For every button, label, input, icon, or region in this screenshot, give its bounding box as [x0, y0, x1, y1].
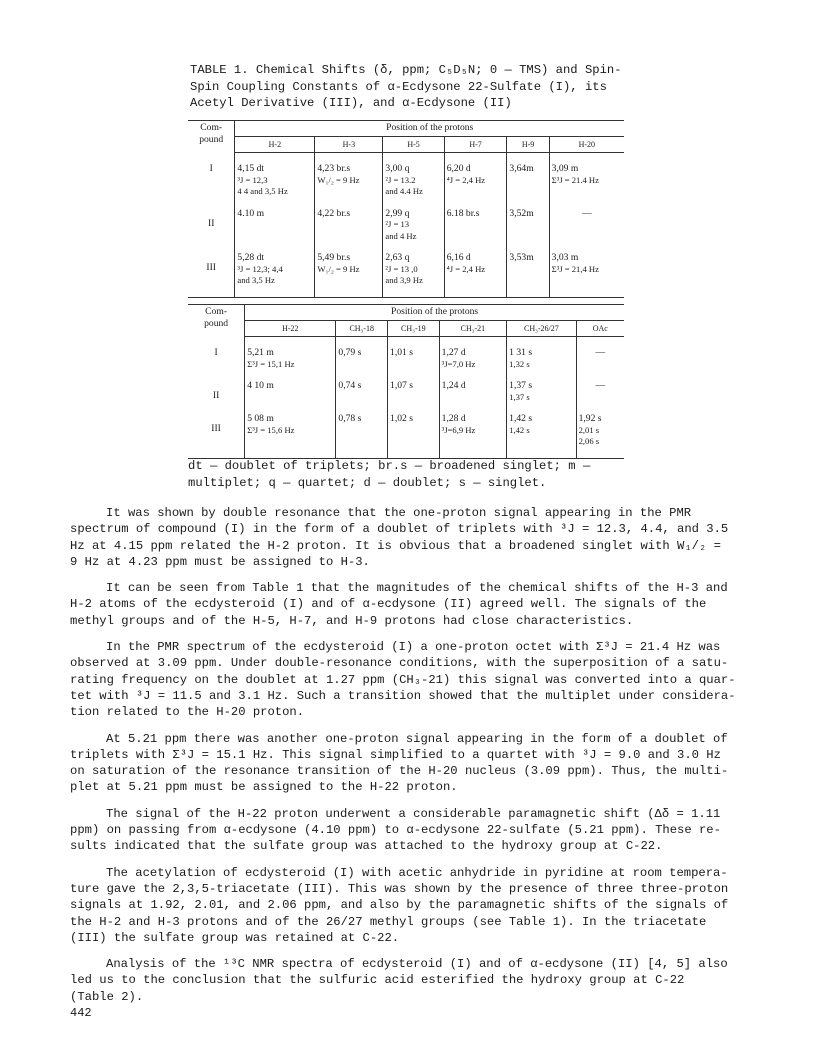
cell-line: ²J = 13 ,0: [385, 263, 418, 274]
table-cell: [439, 337, 507, 381]
compound-label: III: [188, 252, 235, 297]
cell-line: Σ³J = 21.4 Hz: [551, 174, 599, 185]
table-row: [188, 413, 624, 458]
cell-line: —: [582, 207, 592, 219]
page-number: 442: [70, 1006, 92, 1020]
cell-line: W₁/₂ = 9 Hz: [317, 263, 360, 274]
column-header: H-5: [383, 136, 444, 153]
cell-line: ³J=6,9 Hz: [441, 424, 476, 435]
table-cell: [507, 380, 576, 413]
table-cell: [315, 208, 383, 253]
compound-label: III: [188, 413, 245, 458]
cell-line: 3,00 q: [385, 163, 410, 174]
cell-line: 1,27 d: [441, 347, 466, 358]
cell-line: —: [595, 380, 606, 391]
table-cell: [507, 208, 549, 253]
cell-line: 6,20 d: [446, 163, 471, 174]
header-row: [188, 121, 624, 137]
table-cell: [235, 252, 315, 297]
table-row: [188, 337, 624, 381]
table-cell: [444, 208, 507, 253]
table-cell: [315, 252, 383, 297]
cell-line: ³J = 12,3; 4,4: [237, 263, 283, 274]
table-cell: [383, 153, 444, 208]
column-header: H-2: [235, 136, 315, 153]
paragraph: In the PMR spectrum of the ecdysteroid (I) a one-proton octet with Σ³J = 21.4 Hz was observed at 3.09 ppm. Under double-resonance conditions, with the superposition of a satu- rating frequency on the doublet at 1.27 ppm (CH₃-21) this signal was converted into a quar- tet with ³J = 11.5 and 3.1 Hz. Such a transition showed that the multiplet under considera- tion related to the H-20 proton.: [70, 640, 736, 720]
compound-label: I: [188, 153, 235, 208]
cell-line: 3,52m: [509, 207, 534, 219]
table-cell: [507, 413, 576, 458]
paragraph: At 5.21 ppm there was another one-proton signal appearing in the form of a doublet of triplets with Σ³J = 15.1 Hz. This signal simplified to a quartet with ³J = 9.0 and 3.0 Hz on saturation of the resonance transition of the H-20 nucleus (3.09 ppm). Thus, the multi- plet at 5.21 ppm must be assigned to the H-22 proton.: [70, 731, 729, 795]
compound-label: II: [188, 208, 235, 253]
cell-line: 1,07 s: [390, 380, 413, 391]
cell-line: and 3,5 Hz: [237, 275, 275, 285]
table-cell: [507, 337, 576, 381]
cell-line: 1,02 s: [390, 413, 413, 424]
cell-line: W₁/₂ = 9 Hz: [317, 174, 360, 185]
compound-label: I: [188, 337, 245, 381]
table-cell: [245, 380, 336, 413]
cell-line: 1,32 s: [509, 358, 530, 369]
table-footnote: dt — doublet of triplets; br.s — broadened singlet; m — multiplet; q — quartet; d — doublet; s — singlet.: [188, 459, 591, 490]
group-header: Position of the protons: [245, 305, 624, 321]
cell-line: 3,53m: [509, 252, 534, 263]
table-cell: [235, 208, 315, 253]
cell-line: Σ³J = 21,4 Hz: [551, 263, 599, 274]
body-text: [70, 505, 750, 1005]
cell-line: 0,79 s: [338, 347, 362, 358]
header-row: [188, 305, 624, 321]
table-cell: [245, 413, 336, 458]
cell-line: 3,09 m: [551, 163, 579, 174]
column-header: CH₃-21: [439, 320, 507, 337]
cell-line: ³J=7,0 Hz: [441, 358, 476, 369]
cell-line: Σ³J = 15,6 Hz: [247, 424, 295, 435]
paragraph: Analysis of the ¹³C NMR spectra of ecdysteroid (I) and of α-ecdysone (II) [4, 5] also led us to the conclusion that the sulfuric acid esterified the hydroxy group at C-22 (Table 2).: [70, 957, 728, 1004]
column-header: H-22: [245, 320, 336, 337]
table-cell: [549, 208, 624, 253]
table-cell: [235, 153, 315, 208]
column-header: CH₃-26/27: [507, 320, 576, 337]
compound-header: Com- pound: [188, 121, 235, 153]
cell-line: 0,78 s: [338, 413, 362, 424]
cell-line: 1,24 d: [441, 380, 466, 391]
cell-line: 5,28 dt: [237, 252, 265, 263]
cell-line: 4 10 m: [247, 380, 274, 391]
table-cell: [576, 413, 624, 458]
cell-line: —: [595, 347, 606, 358]
table-cell: [315, 153, 383, 208]
table-cell: [507, 252, 549, 297]
table-cell: [336, 337, 388, 381]
cell-line: 1 31 s: [509, 347, 533, 358]
table-cell: [336, 413, 388, 458]
cell-line: 1,37 s: [509, 391, 530, 402]
column-header: H-20: [549, 136, 624, 153]
cell-line: 6,16 d: [446, 252, 471, 263]
table-row: [188, 153, 624, 208]
cell-line: 4 4 and 3,5 Hz: [237, 186, 288, 196]
paragraph: The acetylation of ecdysteroid (I) with acetic anhydride in pyridine at room tempera- ture gave the 2,3,5-triacetate (III). This was shown by the presence of three three-proton signals at 1.92, 2.01, and 2.06 ppm, and also by the paramagnetic shifts of the signals of the H-2 and H-3 protons and of the 26/27 methyl groups (see Table 1). In the triacetate (III) the sulfate group was retained at C-22.: [70, 865, 729, 945]
cell-line: 5,21 m: [247, 347, 274, 358]
cell-line: 2,99 q: [385, 207, 410, 219]
cell-line: and 4.4 Hz: [385, 186, 423, 196]
cell-line: 6.18 br.s: [446, 207, 480, 219]
cell-line: and 3,9 Hz: [385, 275, 423, 285]
cell-line: 1,92 s: [578, 413, 602, 424]
table-cell: [383, 252, 444, 297]
table-1-part-a: [188, 120, 624, 298]
column-header: CH₃-18: [336, 320, 388, 337]
column-header-row: [188, 136, 624, 153]
column-header: H-3: [315, 136, 383, 153]
table-cell: [576, 380, 624, 413]
cell-line: 1,01 s: [390, 347, 413, 358]
cell-line: 5 08 m: [247, 413, 274, 424]
column-header: H-9: [507, 136, 549, 153]
table-cell: [439, 413, 507, 458]
table-cell: [383, 208, 444, 253]
cell-line: 4,23 br.s: [317, 163, 351, 174]
cell-line: 5,49 br.s: [317, 252, 351, 263]
column-header: CH₃-19: [388, 320, 440, 337]
compound-label: II: [188, 380, 245, 413]
table-cell: [245, 337, 336, 381]
table-cell: [444, 252, 507, 297]
table-caption: TABLE 1. Chemical Shifts (δ, ppm; C₅D₅N; 0 — TMS) and Spin- Spin Coupling Constants of α-Ecdysone 22-Sulfate (I), its Acetyl Derivative (III), and α-Ecdysone (II): [190, 63, 622, 110]
paragraph: The signal of the H-22 proton underwent a considerable paramagnetic shift (Δδ = 1.11 ppm) on passing from α-ecdysone (4.10 ppm) to α-ecdysone 22-sulfate (5.21 ppm). These re- sults indicated that the sulfate group was attached to the hydroxy group at C-22.: [70, 806, 721, 854]
cell-line: ²J = 13.2: [385, 174, 416, 185]
cell-line: 1,37 s: [509, 380, 533, 391]
column-header: H-7: [444, 136, 507, 153]
cell-line: 1,28 d: [441, 413, 466, 424]
cell-line: 2,01 s: [578, 424, 600, 435]
table-cell: [549, 153, 624, 208]
group-header: Position of the protons: [235, 121, 624, 137]
paragraph: It can be seen from Table 1 that the magnitudes of the chemical shifts of the H-3 and H-2 atoms of the ecdysteroid (I) and of α-ecdysone (II) agreed well. The signals of the methyl groups and of the H-5, H-7, and H-9 protons had close characteristics.: [70, 581, 728, 628]
cell-line: 1,42 s: [509, 413, 533, 424]
table-cell: [507, 153, 549, 208]
cell-line: ⁴J = 2,4 Hz: [446, 263, 486, 274]
cell-line: 0,74 s: [338, 380, 362, 391]
paragraph: It was shown by double resonance that the one-proton signal appearing in the PMR spectrum of compound (I) in the form of a doublet of triplets with ³J = 12.3, 4.4, and 3.5 Hz at 4.15 ppm related the H-2 proton. It is obvious that a broadened singlet with W₁/₂ = 9 Hz at 4.23 ppm must be assigned to H-3.: [70, 506, 729, 569]
compound-header: Com- pound: [188, 305, 245, 337]
cell-line: 4.10 m: [237, 207, 265, 219]
column-header-row: [188, 320, 624, 337]
cell-line: 3,03 m: [551, 252, 579, 263]
table-cell: [388, 413, 440, 458]
table-cell: [576, 337, 624, 381]
cell-line: ³J = 12,3: [237, 174, 268, 185]
table-cell: [549, 252, 624, 297]
cell-line: 4,15 dt: [237, 163, 265, 174]
column-header: OAc: [576, 320, 624, 337]
table-cell: [444, 153, 507, 208]
cell-line: ²J = 13: [385, 219, 410, 229]
table-row: [188, 208, 624, 253]
cell-line: Σ³J = 15,1 Hz: [247, 358, 295, 369]
cell-line: 4,22 br.s: [317, 207, 351, 219]
table-cell: [439, 380, 507, 413]
table-row: [188, 380, 624, 413]
cell-line: ⁴J = 2,4 Hz: [446, 174, 486, 185]
cell-line: 1,42 s: [509, 424, 530, 435]
table-cell: [388, 337, 440, 381]
cell-line: 3,64m: [509, 163, 534, 174]
table-1-part-b: [188, 304, 624, 459]
table-cell: [388, 380, 440, 413]
cell-line: 2,63 q: [385, 252, 410, 263]
cell-line: 2,06 s: [578, 436, 600, 446]
cell-line: and 4 Hz: [385, 230, 417, 241]
table-cell: [336, 380, 388, 413]
table-row: [188, 252, 624, 297]
